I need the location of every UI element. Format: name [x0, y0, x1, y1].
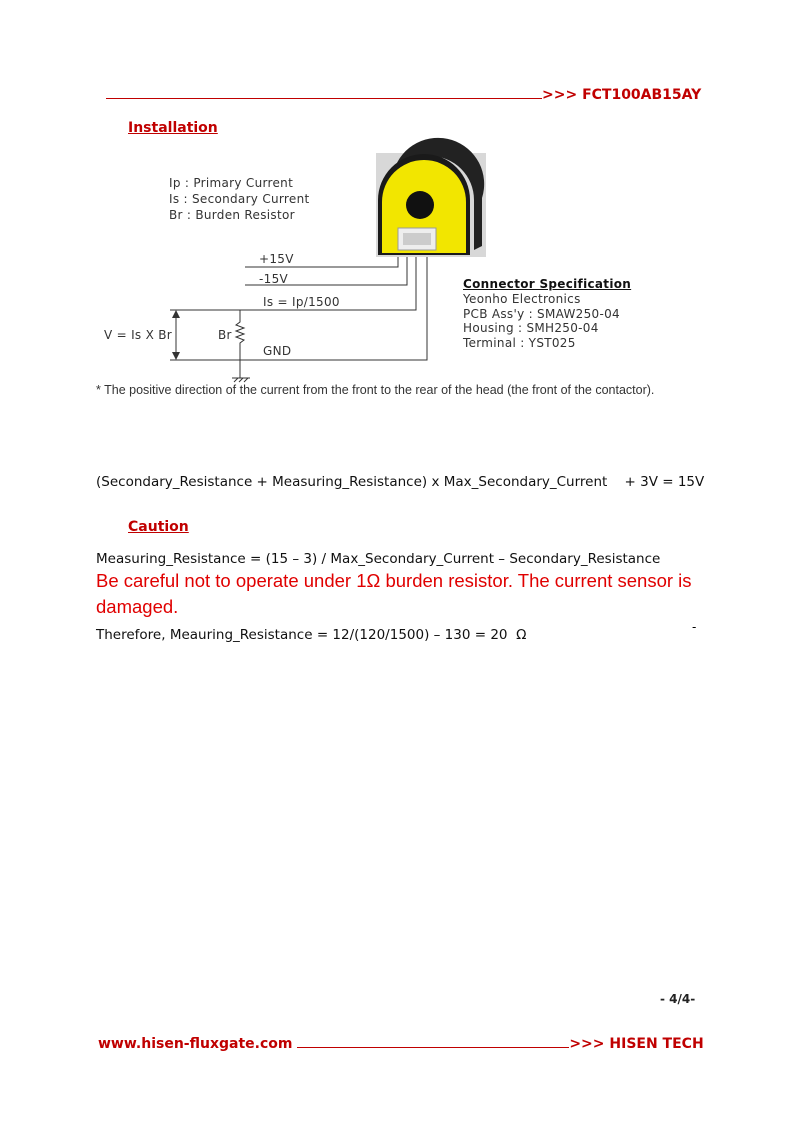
legend-burden: Br : Burden Resistor [169, 208, 295, 222]
header-model: >>> FCT100AB15AY [542, 87, 702, 103]
equation-line: Therefore, Meauring_Resistance = 12/(120/1500) – 130 = 20 Ω [96, 627, 527, 643]
label-voltage: V = Is X Br [104, 328, 172, 342]
installation-title: Installation [128, 120, 218, 136]
footer-company: >>> HISEN TECH [569, 1036, 704, 1052]
caution-text: Be careful not to operate under 1Ω burden resistor. The current sensor is damaged. [96, 570, 692, 617]
legend-primary: Ip : Primary Current [169, 176, 294, 190]
page-footer [98, 1036, 704, 1052]
page-number: - 4/4- [660, 992, 696, 1006]
connector-spec [463, 277, 631, 351]
connector-line: PCB Ass'y : SMAW250-04 [463, 306, 620, 321]
wire-is: Is = Ip/1500 [263, 295, 340, 309]
wire-minus15v: -15V [259, 272, 289, 286]
equations [96, 419, 704, 700]
connector-title: Connector Specification [463, 277, 632, 291]
equation-line: (Secondary_Resistance + Measuring_Resistance) x Max_Secondary_Current + 3V = 15V [96, 474, 705, 490]
wire-plus15v: +15V [259, 252, 294, 266]
connector-line: Housing : SMH250-04 [463, 321, 599, 336]
equation-line: Measuring_Resistance = (15 – 3) / Max_Secondary_Current – Secondary_Resistance [96, 550, 661, 567]
sensor-image [376, 138, 486, 257]
connector-line: Yeonho Electronics [463, 291, 581, 306]
caution-title: Caution [128, 519, 189, 535]
footer-website[interactable]: www.hisen-fluxgate.com [98, 1036, 293, 1052]
legend-secondary: Is : Secondary Current [169, 192, 310, 206]
label-br: Br [218, 328, 232, 342]
footer-rule [297, 1047, 569, 1048]
wire-gnd: GND [263, 344, 292, 358]
direction-note: * The positive direction of the current from the front to the rear of the head (the front of the contactor). [96, 383, 655, 397]
caution-dash: - [692, 620, 697, 634]
connector-line: Terminal : YST025 [463, 336, 576, 351]
